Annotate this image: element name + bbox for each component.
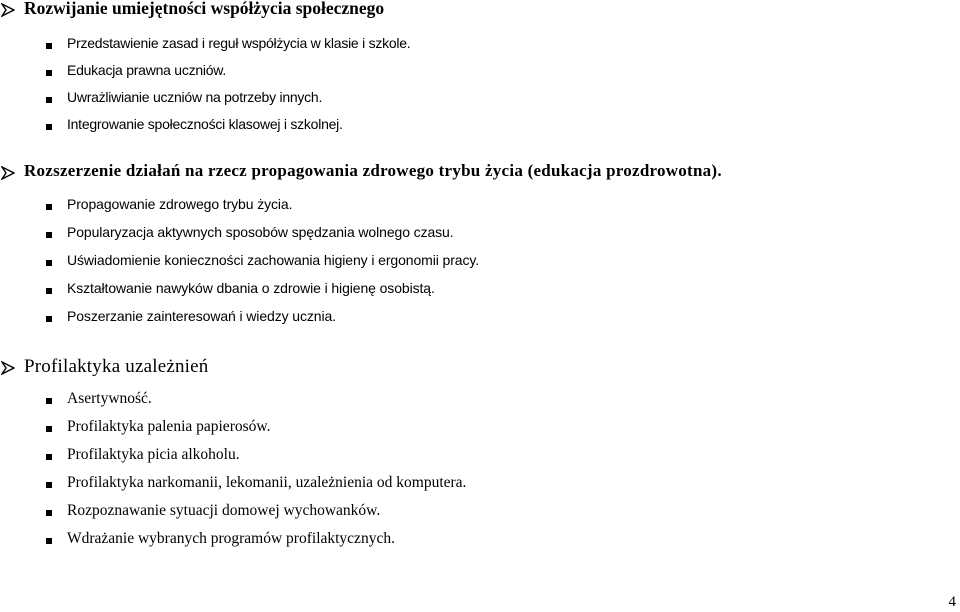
section-title: Rozszerzenie działań na rzecz propagowania zdrowego trybu życia (edukacja prozdrowotna). [24,161,722,180]
square-bullet-icon [46,538,52,544]
arrowhead-bullet-icon [1,361,15,375]
square-bullet-icon [46,510,52,516]
square-bullet-icon [46,70,52,76]
list-item: Popularyzacja aktywnych sposobów spędzania wolnego czasu. [0,225,940,245]
list-item: Uświadomienie konieczności zachowania higieny i ergonomii pracy. [0,253,940,273]
section-title: Rozwijanie umiejętności współżycia społecznego [24,0,385,18]
list-item: Uwrażliwianie uczniów na potrzeby innych. [0,90,940,110]
square-bullet-icon [46,316,52,322]
list-item: Edukacja prawna uczniów. [0,63,940,83]
square-bullet-icon [46,232,52,238]
list-item: Poszerzanie zainteresowań i wiedzy ucznia. [0,309,940,329]
arrowhead-bullet-icon [1,3,15,17]
section-heading [0,163,960,189]
square-bullet-icon [46,288,52,294]
section-title: Profilaktyka uzależnień [24,356,209,377]
list-item: Profilaktyka narkomanii, lekomanii, uzależnienia od komputera. [0,475,940,495]
list-item: Profilaktyka picia alkoholu. [0,447,940,467]
square-bullet-icon [46,398,52,404]
square-bullet-icon [46,43,52,49]
list-item: Przedstawienie zasad i reguł współżycia w klasie i szkole. [0,36,940,56]
arrowhead-bullet-icon [1,166,15,180]
section-heading [0,358,960,384]
list-item: Propagowanie zdrowego trybu życia. [0,197,940,217]
square-bullet-icon [46,260,52,266]
list-item: Asertywność. [0,391,940,411]
section-social-skills [0,0,960,132]
section-heading [0,0,960,26]
section-health-education [0,161,960,324]
page-number: 4 [948,594,956,610]
square-bullet-icon [46,482,52,488]
list-item: Integrowanie społeczności klasowej i szkolnej. [0,117,940,137]
list-item: Kształtowanie nawyków dbania o zdrowie i higienę osobistą. [0,281,940,301]
square-bullet-icon [46,454,52,460]
square-bullet-icon [46,426,52,432]
square-bullet-icon [46,204,52,210]
section-addiction-prevention [0,356,960,547]
square-bullet-icon [46,97,52,103]
list-item: Rozpoznawanie sytuacji domowej wychowanków. [0,503,940,523]
square-bullet-icon [46,124,52,130]
list-item: Wdrażanie wybranych programów profilaktycznych. [0,531,940,551]
list-item: Profilaktyka palenia papierosów. [0,419,940,439]
